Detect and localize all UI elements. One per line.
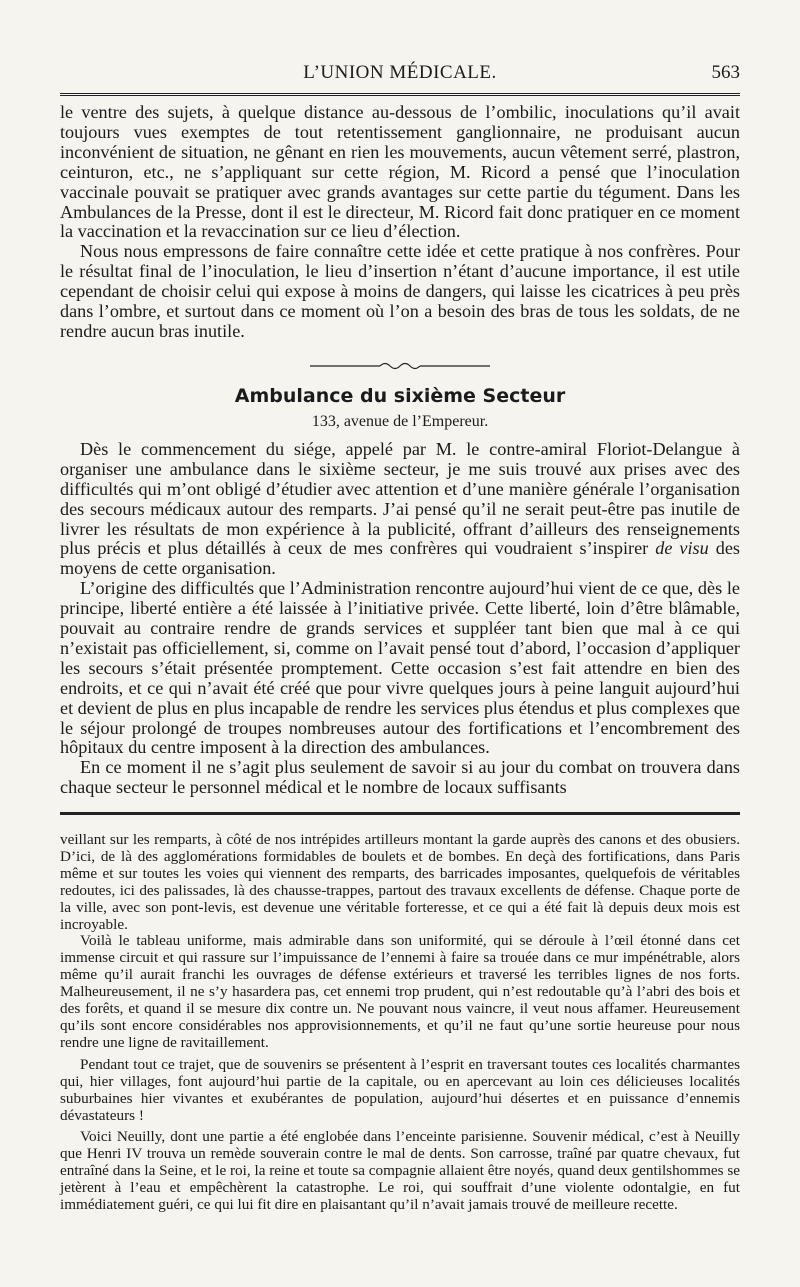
text-run: Dès le commencement du siége, appelé par M. le contre-amiral Floriot-Delangue à organiser une ambulance dans le sixième secteur, je me suis trouvé aux prises avec des difficultés qui m’ont obligé d’étudier avec attention et d’une manière générale l’organisation des secours médicaux autour des remparts. J’ai pensé qu’il ne serait peut-être pas inutile de livrer les résultats de mon expérience à la publicité, offrant d’ailleurs des renseignements plus précis et plus détaillés à ceux de mes confrères qui voudraient s’inspirer bbox=[60, 438, 740, 559]
paragraph-current: En ce moment il ne s’agit plus seulement de savoir si au jour du combat on trouvera dans chaque secteur le personnel médical et le nombre de locaux suffisants bbox=[60, 757, 740, 798]
paragraph-conclusion: Nous nous empressons de faire connaître cette idée et cette pratique à nos confrères. Pour le résultat final de l’inoculation, le lieu d’insertion n’étant d’aucune importance, il est utile cependant de choisir celui qui expose à moins de dangers, qui laisse les cicatrices à peu près dans l’ombre, et surtout dans ce moment où l’on a besoin des bras de tous les soldats, de ne rendre aucun bras inutile. bbox=[60, 241, 740, 341]
feuilleton-rule bbox=[60, 812, 740, 815]
text-run: des moyens de cette organisation. bbox=[60, 538, 740, 579]
feuilleton-text bbox=[60, 832, 740, 1214]
page-number: 563 bbox=[711, 62, 740, 83]
running-header bbox=[60, 62, 740, 90]
feuilleton-paragraph: Voilà le tableau uniforme, mais admirable dans son uniformité, qui se déroule à l’œil étonné dans cet immense circuit et qui rassure sur l’impuissance de l’ennemi à faire sa trouée dans ce mur impénétrable, alors même qu’il aurait franchi les ouvrages de défense extérieurs et traversé les terribles lignes de nos forts. Malheureusement, il ne s’y hasardera pas, cet ennemi trop prudent, qui n’est redoutable qu’à l’abri des bois et des forêts, et quand il se mesure dix contre un. Ne pouvant nous vaincre, il veut nous affamer. Heureusement qu’ils sont encore considérables nos approvisionnements, et qu’il ne faut qu’une sortie heureuse pour nous rendre une ligne de ravitaillement. bbox=[60, 932, 740, 1051]
feuilleton-paragraph: veillant sur les remparts, à côté de nos intrépides artilleurs montant la garde auprès des canons et des obusiers. D’ici, de là des agglomérations formidables de boulets et de bombes. En deçà des fortifications, dans Paris même et sur toutes les voies qui viennent des remparts, des barricades imposantes, quelquefois de véritables redoutes, ici des palissades, là des chausse-trappes, partout des travaux excellents de défense. Chaque porte de la ville, avec son pont-levis, est devenue une véritable forteresse, et ce qui a été fait là depuis deux mois est incroyable. bbox=[60, 831, 740, 933]
feuilleton-paragraph: Voici Neuilly, dont une partie a été englobée dans l’enceinte parisienne. Souvenir médical, c’est à Neuilly que Henri IV trouva un remède souverain contre le mal de dents. Son carrosse, traîné par quatre chevaux, fut entraîné dans la Seine, et le roi, la reine et toute sa compagnie allaient être noyés, quand deux gentilshommes se jetèrent à l’eau et empêchèrent la catastrophe. Le roi, qui souffrait d’une violente odontalgie, en fut immédiatement guéri, ce qui lui fit dire en plaisantant qu’il n’avait jamais trouvé de meilleure recette. bbox=[60, 1128, 740, 1214]
ornament-icon bbox=[310, 360, 490, 372]
feuilleton-paragraph: Pendant tout ce trajet, que de souvenirs se présentent à l’esprit en traversant toutes ces localités charmantes qui, hier villages, font aujourd’hui partie de la capitale, ou en apercevant au loin ces délicieuses localités suburbaines hier vivantes et exubérantes de population, aujourd’hui désertes et en puissance d’ennemis dévastateurs ! bbox=[60, 1055, 740, 1124]
section-address: 133, avenue de l’Empereur. bbox=[311, 412, 489, 430]
italic-phrase: de visu bbox=[655, 538, 709, 559]
ornament-divider bbox=[60, 352, 740, 380]
header-rule bbox=[60, 93, 740, 96]
paragraph-difficulties: L’origine des difficultés que l’Administration rencontre aujourd’hui vient de ce que, dès le principe, liberté entière a été laissée à l’initiative privée. Cette liberté, loin d’être blâmable, pouvait au contraire rendre de grands services et suppléer tant bien que mal à ce qui n’existait pas officiellement, si, comme on l’avait pensé tout d’abord, l’occasion d’appliquer les secours s’était présentée promptement. Cette occasion s’est fait attendre en bien des endroits, et ce qui n’avait été créé que pour vivre quelques jours à peine languit aujourd’hui et devient de plus en plus incapable de rendre les services plus étendus et plus complexes que le séjour prolongé de troupes nombreuses autour des fortifications et l’encombrement des hôpitaux du centre imposent à la direction des ambulances. bbox=[60, 578, 740, 758]
paragraph-vaccination: le ventre des sujets, à quelque distance au-dessous de l’ombilic, inoculations qu’il avait toujours vues exemptes de tout retentissement ganglionnaire, ne produisant aucun inconvénient de situation, ne gênant en rien les mouvements, aucun vêtement serré, plastron, ceinturon, etc., ne s’appliquant sur cette région, M. Ricord a pensé que l’inoculation vaccinale pouvait se pratiquer avec grands avantages sur cette partie du tégument. Dans les Ambulances de la Presse, dont il est le directeur, M. Ricord fait donc pratiquer en ce moment la vaccination et la revaccination sur ce lieu d’élection. bbox=[60, 102, 740, 242]
section-heading: Ambulance du sixième Secteur bbox=[234, 384, 566, 407]
paragraph-siege bbox=[60, 440, 740, 579]
main-text bbox=[60, 103, 740, 798]
journal-title: L’UNION MÉDICALE. bbox=[303, 62, 497, 83]
